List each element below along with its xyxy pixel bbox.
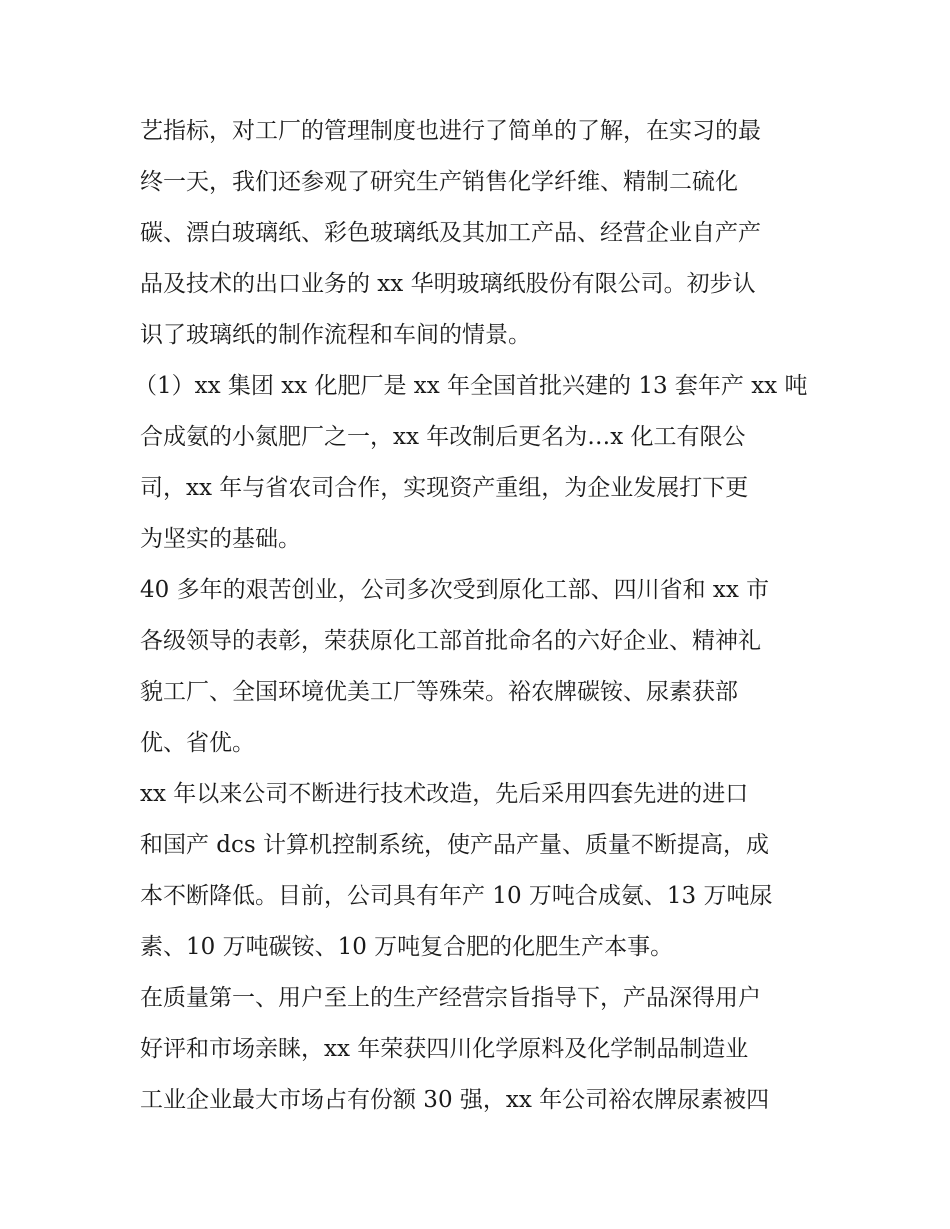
text-line: 终一天，我们还参观了研究生产销售化学纤维、精制二硫化 — [140, 169, 738, 195]
text-line: 工业企业最大市场占有份额 30 强，xx 年公司裕农牌尿素被四 — [140, 1087, 770, 1113]
text-line: 在质量第一、用户至上的生产经营宗旨指导下，产品深得用户 — [140, 985, 761, 1011]
text-line: 素、10 万吨碳铵、10 万吨复合肥的化肥生产本事。 — [140, 934, 674, 960]
text-line: 品及技术的出口业务的 xx 华明玻璃纸股份有限公司。初步认 — [140, 271, 756, 297]
text-line: 各级领导的表彰，荣获原化工部首批命名的六好企业、精神礼 — [140, 628, 761, 654]
text-line: 识了玻璃纸的制作流程和车间的情景。 — [140, 322, 531, 348]
text-line: 艺指标，对工厂的管理制度也进行了简单的了解，在实习的最 — [140, 118, 761, 144]
text-line: 40 多年的艰苦创业，公司多次受到原化工部、四川省和 xx 市 — [140, 577, 770, 603]
text-line: 好评和市场亲睐，xx 年荣获四川化学原料及化学制品制造业 — [140, 1036, 749, 1062]
text-line: 为坚实的基础。 — [140, 526, 301, 552]
text-line: 司，xx 年与省农司合作，实现资产重组，为企业发展打下更 — [140, 475, 749, 501]
text-line: 优、省优。 — [140, 730, 255, 756]
text-line: 本不断降低。目前，公司具有年产 10 万吨合成氨、13 万吨尿 — [140, 883, 773, 909]
text-line: 和国产 dcs 计算机控制系统，使产品产量、质量不断提高，成 — [140, 832, 770, 858]
text-line: 碳、漂白玻璃纸、彩色玻璃纸及其加工产品、经营企业自产产 — [140, 220, 761, 246]
text-line: （1）xx 集团 xx 化肥厂是 xx 年全国首批兴建的 13 套年产 xx 吨 — [134, 373, 808, 399]
text-line: 貌工厂、全国环境优美工厂等殊荣。裕农牌碳铵、尿素获部 — [140, 679, 738, 705]
text-line: xx 年以来公司不断进行技术改造，先后采用四套先进的进口 — [140, 781, 749, 807]
text-line: 合成氨的小氮肥厂之一，xx 年改制后更名为…x 化工有限公 — [140, 424, 746, 450]
document-body — [134, 106, 820, 1126]
